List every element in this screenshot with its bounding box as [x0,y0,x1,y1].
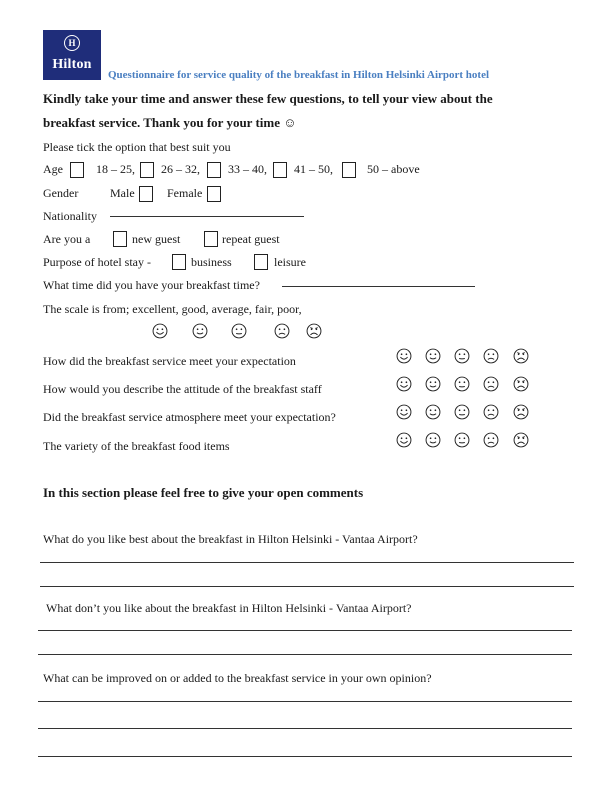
answer-line[interactable] [38,630,572,631]
instruction-text: Please tick the option that best suit you [43,140,231,154]
very-happy-face-icon[interactable] [396,376,412,392]
sad-face-icon[interactable] [483,404,499,420]
purpose-checkbox-business[interactable] [172,254,186,270]
sad-face-icon[interactable] [483,432,499,448]
answer-line[interactable] [40,586,574,587]
gender-checkbox-male[interactable] [139,186,153,202]
age-checkbox-5[interactable] [342,162,356,178]
gender-label: Gender [43,186,79,200]
nationality-line[interactable] [110,216,304,217]
time-answer-line[interactable] [282,286,475,287]
open-question-2: What don’t you like about the breakfast in Hilton Helsinki - Vantaa Airport? [46,601,412,615]
guest-checkbox-repeat[interactable] [204,231,218,247]
purpose-option-business: business [191,255,232,269]
logo-seal: H [64,35,80,51]
purpose-checkbox-leisure[interactable] [254,254,268,270]
very-happy-face-icon[interactable] [152,323,168,339]
very-happy-face-icon[interactable] [396,348,412,364]
age-checkbox-4[interactable] [273,162,287,178]
page-title: Questionnaire for service quality of the breakfast in Hilton Helsinki Airport hotel [108,69,490,81]
very-sad-face-icon[interactable] [513,348,529,364]
rating-question-1: How did the breakfast service meet your expectation [43,354,296,368]
age-checkbox-2[interactable] [140,162,154,178]
scale-text: The scale is from; excellent, good, average, fair, poor, [43,302,302,316]
age-option-2: 26 – 32, [161,162,200,176]
sad-face-icon[interactable] [483,348,499,364]
happy-face-icon[interactable] [192,323,208,339]
sad-face-icon[interactable] [274,323,290,339]
very-sad-face-icon[interactable] [306,323,322,339]
neutral-face-icon[interactable] [454,376,470,392]
gender-option-female: Female [167,186,203,200]
sad-face-icon[interactable] [483,376,499,392]
age-checkbox-3[interactable] [207,162,221,178]
very-happy-face-icon[interactable] [396,432,412,448]
age-option-4: 41 – 50, [294,162,333,176]
open-question-3: What can be improved on or added to the breakfast service in your own opinion? [43,671,432,685]
happy-face-icon[interactable] [425,404,441,420]
logo-wordmark: Hilton [52,57,92,72]
gender-checkbox-female[interactable] [207,186,221,202]
guest-option-new: new guest [132,232,181,246]
open-question-1: What do you like best about the breakfast in Hilton Helsinki - Vantaa Airport? [43,532,418,546]
time-question: What time did you have your breakfast time? [43,278,260,292]
very-sad-face-icon[interactable] [513,432,529,448]
age-option-5: 50 – above [367,162,420,176]
very-happy-face-icon[interactable] [396,404,412,420]
comments-heading: In this section please feel free to give your open comments [43,485,364,500]
neutral-face-icon[interactable] [454,348,470,364]
hilton-logo [43,30,101,80]
purpose-label: Purpose of hotel stay - [43,255,151,269]
guest-checkbox-new[interactable] [113,231,127,247]
very-sad-face-icon[interactable] [513,376,529,392]
purpose-option-leisure: leisure [274,255,306,269]
answer-line[interactable] [38,701,572,702]
answer-line[interactable] [38,756,572,757]
gender-option-male: Male [110,186,135,200]
neutral-face-icon[interactable] [231,323,247,339]
happy-face-icon[interactable] [425,432,441,448]
age-label: Age [43,162,63,176]
age-checkbox-1[interactable] [70,162,84,178]
age-option-1: 18 – 25, [96,162,135,176]
intro-line-1: Kindly take your time and answer these few questions, to tell your view about the [43,91,493,106]
intro-line-2: breakfast service. Thank you for your time ☺ [43,115,297,130]
happy-face-icon[interactable] [425,348,441,364]
very-sad-face-icon[interactable] [513,404,529,420]
rating-question-3: Did the breakfast service atmosphere meet your expectation? [43,410,336,424]
nationality-label: Nationality [43,209,97,223]
neutral-face-icon[interactable] [454,404,470,420]
rating-question-2: How would you describe the attitude of the breakfast staff [43,382,322,396]
neutral-face-icon[interactable] [454,432,470,448]
answer-line[interactable] [40,562,574,563]
answer-line[interactable] [38,728,572,729]
answer-line[interactable] [38,654,572,655]
age-option-3: 33 – 40, [228,162,267,176]
rating-question-4: The variety of the breakfast food items [43,439,230,453]
guest-label: Are you a [43,232,91,246]
guest-option-repeat: repeat guest [222,232,280,246]
happy-face-icon[interactable] [425,376,441,392]
